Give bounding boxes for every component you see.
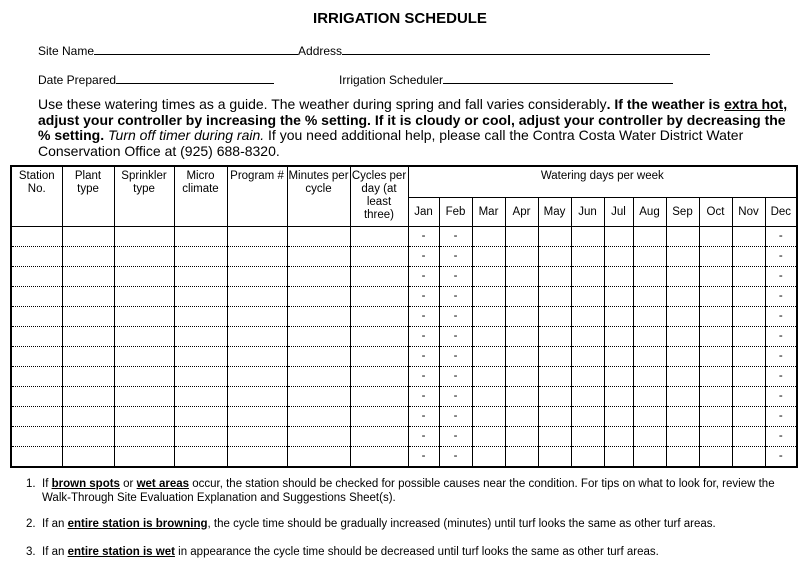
table-cell[interactable]	[604, 287, 633, 307]
table-cell[interactable]	[633, 307, 666, 327]
table-row	[11, 267, 797, 287]
table-cell[interactable]	[350, 407, 408, 427]
table-cell[interactable]	[633, 227, 666, 247]
table-cell[interactable]: -	[408, 267, 439, 287]
table-cell[interactable]	[174, 387, 227, 407]
table-cell[interactable]	[604, 327, 633, 347]
table-cell[interactable]	[227, 407, 287, 427]
schedule-body	[11, 227, 797, 468]
table-cell[interactable]	[472, 367, 505, 387]
month-header-nov: Nov	[732, 198, 765, 227]
table-cell[interactable]	[350, 447, 408, 468]
table-cell[interactable]	[62, 427, 114, 447]
table-cell[interactable]	[114, 327, 174, 347]
table-cell[interactable]	[538, 267, 571, 287]
month-header-jul: Jul	[604, 198, 633, 227]
table-cell[interactable]	[604, 307, 633, 327]
table-cell[interactable]	[538, 387, 571, 407]
header-plant-type: Plant type	[62, 166, 114, 227]
month-header-aug: Aug	[633, 198, 666, 227]
table-cell[interactable]	[666, 227, 699, 247]
header-station: Station No.	[11, 166, 62, 227]
table-cell[interactable]	[62, 267, 114, 287]
table-cell[interactable]	[699, 267, 732, 287]
table-cell[interactable]	[114, 227, 174, 247]
table-cell[interactable]: -	[439, 447, 472, 468]
table-cell[interactable]: -	[408, 347, 439, 367]
site-name-label: Site Name	[38, 44, 95, 58]
table-cell[interactable]	[732, 427, 765, 447]
table-cell[interactable]	[732, 407, 765, 427]
table-cell[interactable]	[571, 367, 604, 387]
table-row	[11, 227, 797, 247]
table-cell[interactable]	[62, 367, 114, 387]
table-cell[interactable]	[114, 347, 174, 367]
table-cell[interactable]	[287, 427, 350, 447]
header-watering-days: Watering days per week	[408, 166, 797, 198]
table-cell[interactable]	[472, 447, 505, 468]
table-cell[interactable]	[11, 367, 62, 387]
table-cell[interactable]	[538, 447, 571, 468]
table-cell[interactable]	[472, 427, 505, 447]
table-cell[interactable]	[633, 267, 666, 287]
table-cell[interactable]	[699, 347, 732, 367]
month-header-apr: Apr	[505, 198, 538, 227]
table-cell[interactable]: -	[765, 227, 797, 247]
address-label: Address	[298, 44, 343, 58]
table-cell[interactable]	[350, 327, 408, 347]
table-cell[interactable]	[571, 307, 604, 327]
header-micro-climate: Micro climate	[174, 166, 227, 227]
table-cell[interactable]: -	[408, 247, 439, 267]
table-cell[interactable]	[633, 287, 666, 307]
table-cell[interactable]	[571, 267, 604, 287]
table-cell[interactable]	[11, 307, 62, 327]
table-cell[interactable]	[604, 367, 633, 387]
table-cell[interactable]	[699, 407, 732, 427]
table-cell[interactable]	[604, 347, 633, 367]
table-cell[interactable]	[604, 267, 633, 287]
table-cell[interactable]	[11, 267, 62, 287]
table-cell[interactable]	[604, 227, 633, 247]
table-cell[interactable]	[666, 427, 699, 447]
table-cell[interactable]	[699, 367, 732, 387]
table-cell[interactable]	[114, 367, 174, 387]
table-cell[interactable]	[505, 327, 538, 347]
table-cell[interactable]	[114, 387, 174, 407]
table-cell[interactable]: -	[408, 227, 439, 247]
table-cell[interactable]	[11, 447, 62, 468]
table-cell[interactable]	[227, 447, 287, 468]
table-cell[interactable]	[699, 227, 732, 247]
table-cell[interactable]	[505, 267, 538, 287]
table-cell[interactable]	[62, 327, 114, 347]
table-cell[interactable]	[174, 287, 227, 307]
table-cell[interactable]	[699, 447, 732, 468]
table-cell[interactable]	[732, 267, 765, 287]
table-cell[interactable]	[350, 347, 408, 367]
table-cell[interactable]: -	[439, 227, 472, 247]
table-cell[interactable]	[505, 367, 538, 387]
table-cell[interactable]	[350, 267, 408, 287]
table-cell[interactable]	[287, 407, 350, 427]
table-cell[interactable]	[227, 387, 287, 407]
table-cell[interactable]	[571, 407, 604, 427]
table-row	[11, 287, 797, 307]
table-cell[interactable]	[11, 387, 62, 407]
table-cell[interactable]	[174, 247, 227, 267]
table-cell[interactable]	[114, 407, 174, 427]
month-header-may: May	[538, 198, 571, 227]
table-cell[interactable]: -	[765, 347, 797, 367]
table-cell[interactable]: -	[408, 387, 439, 407]
table-cell[interactable]	[732, 347, 765, 367]
table-cell[interactable]	[174, 427, 227, 447]
month-header-feb: Feb	[439, 198, 472, 227]
table-cell[interactable]	[571, 287, 604, 307]
table-cell[interactable]	[505, 407, 538, 427]
table-cell[interactable]	[11, 247, 62, 267]
month-header-oct: Oct	[699, 198, 732, 227]
table-cell[interactable]	[350, 287, 408, 307]
table-cell[interactable]	[472, 327, 505, 347]
address-field[interactable]	[342, 43, 710, 55]
table-cell[interactable]	[472, 287, 505, 307]
table-cell[interactable]	[604, 427, 633, 447]
table-row	[11, 247, 797, 267]
table-cell[interactable]	[174, 227, 227, 247]
table-cell[interactable]	[350, 247, 408, 267]
date-prepared-field[interactable]	[116, 72, 274, 84]
table-cell[interactable]	[699, 327, 732, 347]
table-cell[interactable]	[699, 387, 732, 407]
table-row	[11, 407, 797, 427]
table-cell[interactable]	[633, 447, 666, 468]
site-name-field[interactable]	[94, 43, 298, 55]
table-cell[interactable]	[732, 307, 765, 327]
table-cell[interactable]	[287, 447, 350, 468]
table-cell[interactable]	[505, 427, 538, 447]
header-program: Program #	[227, 166, 287, 227]
table-cell[interactable]	[666, 407, 699, 427]
table-cell[interactable]	[62, 287, 114, 307]
table-cell[interactable]	[350, 307, 408, 327]
table-cell[interactable]	[287, 247, 350, 267]
irrigation-scheduler-field[interactable]	[443, 72, 673, 84]
date-prepared-line	[38, 72, 274, 87]
note-3: 3. If an entire station is wet in appearance the cycle time should be decreased until turf looks the same as other turf areas.	[26, 546, 659, 558]
table-row	[11, 367, 797, 387]
table-cell[interactable]: -	[408, 367, 439, 387]
month-header-jan: Jan	[408, 198, 439, 227]
table-cell[interactable]	[114, 447, 174, 468]
scheduler-line	[339, 72, 673, 87]
table-cell[interactable]	[227, 267, 287, 287]
table-cell[interactable]	[604, 247, 633, 267]
table-cell[interactable]	[174, 367, 227, 387]
table-cell[interactable]	[11, 227, 62, 247]
table-cell[interactable]	[227, 227, 287, 247]
table-cell[interactable]	[538, 347, 571, 367]
table-cell[interactable]: -	[765, 327, 797, 347]
table-cell[interactable]: -	[439, 347, 472, 367]
table-cell[interactable]	[114, 427, 174, 447]
table-cell[interactable]	[699, 247, 732, 267]
table-cell[interactable]	[62, 247, 114, 267]
table-cell[interactable]	[287, 367, 350, 387]
table-cell[interactable]	[505, 307, 538, 327]
table-cell[interactable]	[633, 387, 666, 407]
table-row	[11, 447, 797, 468]
table-cell[interactable]	[604, 387, 633, 407]
table-cell[interactable]	[571, 447, 604, 468]
table-cell[interactable]	[732, 327, 765, 347]
header-minutes-per-cycle: Minutes per cycle	[287, 166, 350, 227]
table-cell[interactable]	[287, 307, 350, 327]
table-cell[interactable]	[472, 307, 505, 327]
table-cell[interactable]	[350, 427, 408, 447]
table-cell[interactable]: -	[408, 307, 439, 327]
table-cell[interactable]	[633, 247, 666, 267]
table-cell[interactable]	[571, 427, 604, 447]
table-cell[interactable]	[287, 287, 350, 307]
intro-paragraph: Use these watering times as a guide. The weather during spring and fall varies considerably. If the weather is extra hot, adjust your controller by increasing the % setting. If it is cloudy or cool, adjust your controller by decreasing the % setting. Turn off timer during rain. If you need additional help, please call the Contra Costa Water District Water Conservation Office at (925) 688-8320.	[38, 96, 788, 159]
table-cell[interactable]	[538, 227, 571, 247]
table-cell[interactable]	[350, 367, 408, 387]
table-cell[interactable]: -	[765, 267, 797, 287]
table-cell[interactable]	[505, 287, 538, 307]
table-cell[interactable]	[538, 287, 571, 307]
table-cell[interactable]	[472, 387, 505, 407]
table-cell[interactable]	[114, 307, 174, 327]
table-cell[interactable]	[174, 307, 227, 327]
table-cell[interactable]	[571, 347, 604, 367]
table-cell[interactable]	[732, 227, 765, 247]
table-cell[interactable]	[350, 387, 408, 407]
table-cell[interactable]	[666, 287, 699, 307]
table-cell[interactable]	[227, 307, 287, 327]
table-cell[interactable]	[633, 327, 666, 347]
table-cell[interactable]: -	[408, 407, 439, 427]
table-cell[interactable]	[62, 447, 114, 468]
table-cell[interactable]: -	[439, 427, 472, 447]
table-cell[interactable]	[538, 307, 571, 327]
table-cell[interactable]	[287, 327, 350, 347]
table-cell[interactable]: -	[765, 307, 797, 327]
table-row	[11, 427, 797, 447]
table-cell[interactable]	[732, 247, 765, 267]
table-cell[interactable]	[114, 287, 174, 307]
table-cell[interactable]	[11, 427, 62, 447]
table-cell[interactable]: -	[439, 327, 472, 347]
table-cell[interactable]	[227, 327, 287, 347]
table-cell[interactable]	[62, 387, 114, 407]
table-cell[interactable]	[571, 327, 604, 347]
page-title: IRRIGATION SCHEDULE	[313, 10, 487, 27]
table-cell[interactable]	[666, 387, 699, 407]
date-prepared-label: Date Prepared	[38, 73, 117, 87]
table-cell[interactable]	[227, 427, 287, 447]
table-cell[interactable]	[174, 347, 227, 367]
table-cell[interactable]: -	[765, 247, 797, 267]
table-cell[interactable]	[732, 447, 765, 468]
table-cell[interactable]	[287, 387, 350, 407]
month-header-dec: Dec	[765, 198, 797, 227]
table-cell[interactable]: -	[765, 287, 797, 307]
table-cell[interactable]: -	[765, 367, 797, 387]
table-cell[interactable]	[666, 327, 699, 347]
table-cell[interactable]	[505, 347, 538, 367]
table-cell[interactable]	[538, 327, 571, 347]
table-row	[11, 347, 797, 367]
table-cell[interactable]	[505, 247, 538, 267]
table-cell[interactable]	[472, 407, 505, 427]
table-cell[interactable]	[472, 347, 505, 367]
table-cell[interactable]	[62, 407, 114, 427]
table-cell[interactable]	[538, 247, 571, 267]
table-cell[interactable]	[11, 327, 62, 347]
month-header-sep: Sep	[666, 198, 699, 227]
table-cell[interactable]	[114, 247, 174, 267]
month-header-mar: Mar	[472, 198, 505, 227]
table-cell[interactable]	[11, 407, 62, 427]
table-cell[interactable]: -	[439, 287, 472, 307]
table-row	[11, 327, 797, 347]
table-cell[interactable]	[11, 287, 62, 307]
table-cell[interactable]: -	[439, 267, 472, 287]
table-cell[interactable]	[538, 427, 571, 447]
table-cell[interactable]: -	[765, 407, 797, 427]
table-cell[interactable]	[62, 347, 114, 367]
table-cell[interactable]	[62, 307, 114, 327]
table-row	[11, 307, 797, 327]
table-cell[interactable]	[11, 347, 62, 367]
table-cell[interactable]	[472, 227, 505, 247]
table-cell[interactable]	[571, 227, 604, 247]
table-cell[interactable]	[227, 247, 287, 267]
table-cell[interactable]	[732, 287, 765, 307]
table-cell[interactable]	[571, 387, 604, 407]
table-cell[interactable]	[505, 227, 538, 247]
note-1: 1. If brown spots or wet areas occur, the station should be checked for possible causes near the condition. For tips on what to look for, review the Walk-Through Site Evaluation Explanation and Suggestions Sheet(s).	[26, 478, 775, 504]
table-cell[interactable]	[633, 367, 666, 387]
header-cycles-per-day: Cycles per day (at least three)	[350, 166, 408, 227]
table-cell[interactable]	[472, 247, 505, 267]
table-cell[interactable]	[732, 387, 765, 407]
table-cell[interactable]	[174, 267, 227, 287]
table-cell[interactable]	[666, 267, 699, 287]
irrigation-schedule-table	[10, 165, 798, 468]
table-cell[interactable]: -	[408, 327, 439, 347]
table-cell[interactable]	[174, 447, 227, 468]
month-header-jun: Jun	[571, 198, 604, 227]
table-cell[interactable]: -	[439, 407, 472, 427]
table-cell[interactable]	[174, 407, 227, 427]
table-cell[interactable]	[227, 287, 287, 307]
site-address-line	[38, 43, 710, 58]
note-2: 2. If an entire station is browning, the cycle time should be gradually increased (minutes) until turf looks the same as other turf areas.	[26, 518, 716, 530]
table-row	[11, 387, 797, 407]
table-cell[interactable]	[174, 327, 227, 347]
table-cell[interactable]	[604, 447, 633, 468]
table-cell[interactable]	[633, 427, 666, 447]
table-cell[interactable]	[472, 267, 505, 287]
table-cell[interactable]	[699, 307, 732, 327]
table-cell[interactable]	[505, 387, 538, 407]
table-cell[interactable]: -	[765, 427, 797, 447]
table-cell[interactable]	[62, 227, 114, 247]
table-cell[interactable]	[604, 407, 633, 427]
table-cell[interactable]	[699, 427, 732, 447]
table-cell[interactable]: -	[439, 247, 472, 267]
irrigation-scheduler-label: Irrigation Scheduler	[339, 73, 444, 87]
header-sprinkler-type: Sprinkler type	[114, 166, 174, 227]
table-cell[interactable]	[732, 367, 765, 387]
table-cell[interactable]	[666, 367, 699, 387]
table-cell[interactable]	[287, 347, 350, 367]
table-cell[interactable]: -	[765, 387, 797, 407]
table-cell[interactable]	[666, 307, 699, 327]
table-cell[interactable]	[505, 447, 538, 468]
table-cell[interactable]	[666, 347, 699, 367]
table-cell[interactable]	[287, 227, 350, 247]
table-cell[interactable]	[538, 407, 571, 427]
table-cell[interactable]: -	[408, 287, 439, 307]
table-cell[interactable]	[538, 367, 571, 387]
table-cell[interactable]	[633, 407, 666, 427]
table-cell[interactable]: -	[439, 367, 472, 387]
table-cell[interactable]: -	[408, 427, 439, 447]
table-cell[interactable]	[699, 287, 732, 307]
table-cell[interactable]	[227, 347, 287, 367]
table-cell[interactable]	[571, 247, 604, 267]
table-cell[interactable]	[227, 367, 287, 387]
table-cell[interactable]	[633, 347, 666, 367]
table-cell[interactable]: -	[408, 447, 439, 468]
table-cell[interactable]: -	[765, 447, 797, 468]
table-cell[interactable]: -	[439, 307, 472, 327]
table-cell[interactable]: -	[439, 387, 472, 407]
table-cell[interactable]	[287, 267, 350, 287]
table-cell[interactable]	[350, 227, 408, 247]
table-cell[interactable]	[666, 247, 699, 267]
table-cell[interactable]	[666, 447, 699, 468]
table-cell[interactable]	[114, 267, 174, 287]
